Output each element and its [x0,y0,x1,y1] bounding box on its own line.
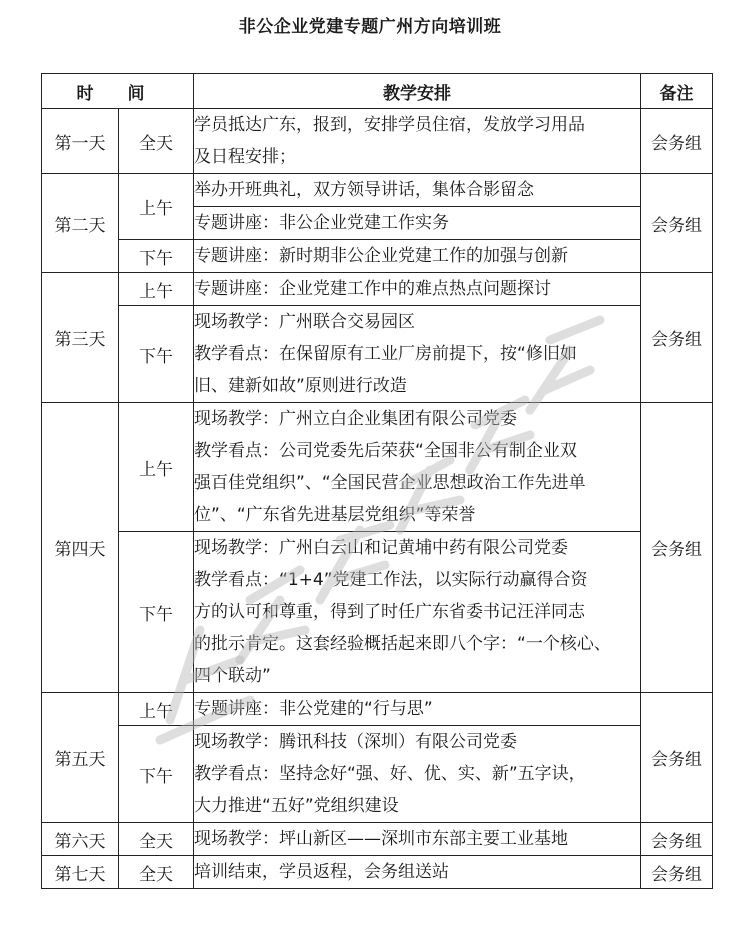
arrangement-line: 专题讲座：企业党建工作中的难点热点问题探讨 [194,279,552,299]
arrangement-line: 专题讲座：非公企业党建工作实务 [194,213,450,233]
arrangement-line: 教学看点：坚持念好“强、好、优、实、新”五字诀， [194,764,586,784]
arrangement-line: 培训结束，学员返程，会务组送站 [194,862,450,882]
arrangement-line: 专题讲座：新时期非公企业党建工作的加强与创新 [194,246,569,266]
arrangement-cell [194,174,641,207]
day-cell: 第七天 [42,856,119,889]
schedule-table [41,73,713,889]
table-row [42,306,713,403]
header-note: 备注 [641,74,713,109]
header-time: 时 间 [42,74,194,109]
table-row [42,726,713,823]
arrangement-cell [194,403,641,532]
arrangement-line: 学员抵达广东，报到，安排学员住宿，发放学习用品 [194,115,586,135]
day-cell: 第四天 [42,403,119,693]
period-cell: 上午 [119,273,194,306]
table-row [42,856,713,889]
note-cell: 会务组 [641,109,713,174]
arrangement-cell [194,823,641,856]
arrangement-cell [194,109,641,174]
period-cell: 下午 [119,306,194,403]
header-arrangement: 教学安排 [194,74,641,109]
arrangement-line: 举办开班典礼，双方领导讲话，集体合影留念 [194,180,535,200]
arrangement-line: 教学看点：在保留原有工业厂房前提下，按“修旧如 [194,344,577,364]
arrangement-line: 强百佳党组织”、“全国民营企业思想政治工作先进单 [194,473,586,493]
arrangement-cell [194,273,641,306]
table-row [42,823,713,856]
arrangement-cell [194,693,641,726]
note-cell: 会务组 [641,823,713,856]
day-cell: 第一天 [42,109,119,174]
period-cell: 全天 [119,109,194,174]
period-cell: 下午 [119,240,194,273]
day-cell: 第六天 [42,823,119,856]
arrangement-cell [194,207,641,240]
table-row [42,174,713,207]
day-cell: 第五天 [42,693,119,823]
period-cell: 上午 [119,403,194,532]
arrangement-line: 现场教学：广州白云山和记黄埔中药有限公司党委 [194,538,569,558]
table-row [42,532,713,693]
arrangement-line: 专题讲座：非公党建的“行与思” [194,699,433,719]
note-cell: 会务组 [641,403,713,693]
arrangement-line: 旧、建新如故”原则进行改造 [194,376,407,396]
arrangement-cell [194,240,641,273]
table-row [42,693,713,726]
note-cell: 会务组 [641,174,713,273]
table-row [42,403,713,532]
period-cell: 下午 [119,726,194,823]
period-cell: 全天 [119,823,194,856]
arrangement-cell [194,856,641,889]
arrangement-cell [194,726,641,823]
note-cell: 会务组 [641,693,713,823]
page-title: 非公企业党建专题广州方向培训班 [238,17,502,37]
arrangement-line: 教学看点：公司党委先后荣获“全国非公有制企业双 [194,441,577,461]
day-cell: 第二天 [42,174,119,273]
arrangement-line: 的批示肯定。这套经验概括起来即八个字：“一个核心、 [194,634,611,654]
arrangement-line: 四个联动” [194,666,271,686]
arrangement-cell [194,532,641,693]
arrangement-line: 方的认可和尊重，得到了时任广东省委书记汪洋同志 [194,602,586,622]
period-cell: 下午 [119,532,194,693]
arrangement-line: 位”、“广东省先进基层党组织”等荣誉 [194,505,476,525]
table-row [42,109,713,174]
note-cell: 会务组 [641,856,713,889]
period-cell: 全天 [119,856,194,889]
arrangement-line: 教学看点：“1+4”党建工作法，以实际行动赢得合资 [194,570,588,590]
arrangement-line: 现场教学：广州立白企业集团有限公司党委 [194,409,518,429]
arrangement-line: 及日程安排； [194,147,297,167]
day-cell: 第三天 [42,273,119,403]
header-row [42,74,713,109]
table-row [42,273,713,306]
arrangement-line: 现场教学：腾讯科技（深圳）有限公司党委 [194,732,518,752]
arrangement-cell [194,306,641,403]
arrangement-line: 大力推进“五好”党组织建设 [194,796,399,816]
arrangement-line: 现场教学：坪山新区——深圳市东部主要工业基地 [194,829,569,849]
period-cell: 上午 [119,174,194,240]
arrangement-line: 现场教学：广州联合交易园区 [194,312,416,332]
period-cell: 上午 [119,693,194,726]
table-row [42,240,713,273]
note-cell: 会务组 [641,273,713,403]
